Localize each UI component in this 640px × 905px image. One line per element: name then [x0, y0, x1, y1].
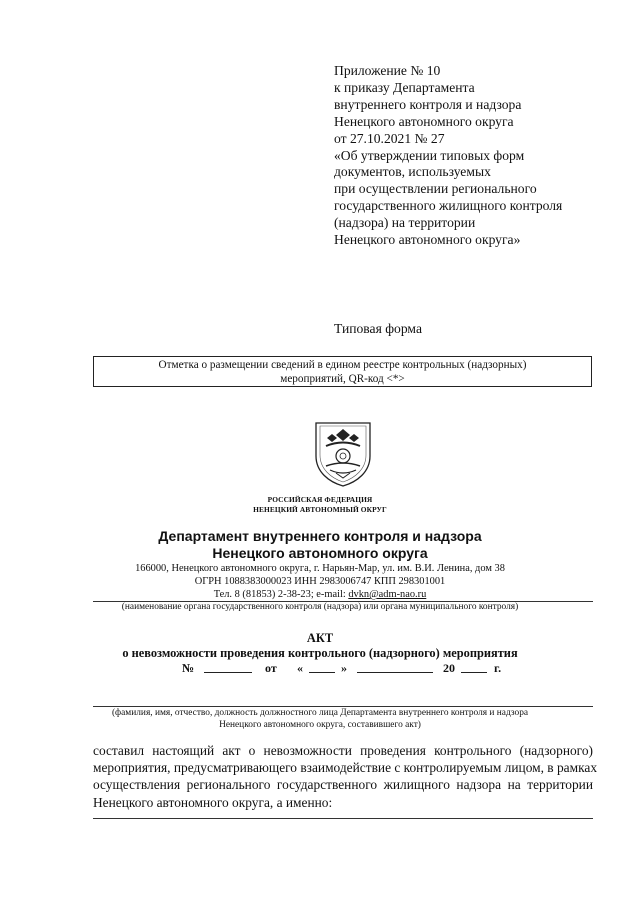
body-line: Ненецкого автономного округа, а именно: — [93, 794, 333, 810]
month-field[interactable] — [357, 661, 433, 673]
appendix-block — [334, 63, 604, 249]
appendix-line: (надзора) на территории — [334, 215, 476, 231]
official-name-field[interactable] — [93, 706, 593, 707]
date-from-label: от — [265, 661, 277, 675]
appendix-line: Ненецкого автономного округа — [334, 113, 514, 129]
registry-mark-line2: мероприятий, QR-код <*> — [280, 373, 405, 385]
coat-of-arms-emblem — [312, 420, 374, 488]
registration-codes: ОГРН 1088383000023 ИНН 2983006747 КПП 298301001 — [194, 576, 446, 587]
registry-mark-line1: Отметка о размещении сведений в едином реестре контрольных (надзорных) — [158, 359, 527, 371]
details-field-line[interactable] — [93, 818, 593, 819]
act-title: АКТ — [306, 631, 334, 645]
appendix-line: внутреннего контроля и надзора — [334, 96, 522, 112]
official-caption-line2: Ненецкого автономного округа, составившего акт) — [219, 720, 421, 730]
quote-open: « — [297, 661, 303, 675]
appendix-line: Ненецкого автономного округа» — [334, 232, 521, 248]
appendix-line: документов, используемых — [334, 164, 491, 180]
department-name-line2: Ненецкого автономного округа — [212, 545, 428, 561]
number-label: № — [182, 661, 195, 675]
appendix-line: к приказу Департамента — [334, 79, 475, 95]
official-caption-line1: (фамилия, имя, отчество, должность должностного лица Департамента внутреннего контроля и надзора — [111, 708, 529, 718]
body-line: мероприятия, предусматривающего взаимодействие с контролируемым лицом, в рамках — [93, 760, 598, 776]
phone-text: Тел. 8 (81853) 2-38-23; e-mail: — [213, 589, 349, 600]
form-type-label: Типовая форма — [334, 321, 422, 336]
address-line: 166000, Ненецкого автономного округа, г. Нарьян-Мар, ул. им. В.И. Ленина, дом 38 — [135, 563, 505, 574]
org-caption: (наименование органа государственного контроля (надзора) или органа муниципального контроля) — [121, 602, 519, 612]
federation-line1: РОССИЙСКАЯ ФЕДЕРАЦИЯ — [267, 495, 373, 504]
appendix-line: от 27.10.2021 № 27 — [334, 130, 445, 146]
email-link[interactable]: dvkn@adm-nao.ru — [348, 589, 427, 600]
body-line: составил настоящий акт о невозможности проведения контрольного (надзорного) — [93, 743, 593, 758]
act-subtitle: о невозможности проведения контрольного (надзорного) мероприятия — [122, 646, 518, 660]
appendix-line: Приложение № 10 — [334, 63, 441, 78]
federation-line2: НЕНЕЦКИЙ АВТОНОМНЫЙ ОКРУГ — [253, 505, 387, 514]
day-field[interactable] — [309, 661, 335, 673]
quote-close: » — [341, 661, 347, 675]
contacts-line — [0, 589, 640, 600]
appendix-line: при осуществлении регионального — [334, 181, 537, 197]
department-name-line1: Департамент внутреннего контроля и надзора — [158, 528, 482, 544]
year-field[interactable] — [461, 661, 487, 673]
appendix-line: «Об утверждении типовых форм — [334, 147, 525, 163]
appendix-line: государственного жилищного контроля — [334, 198, 563, 214]
registry-mark-box — [93, 356, 592, 387]
number-field[interactable] — [204, 661, 252, 673]
act-body-paragraph — [93, 742, 598, 811]
year-suffix: г. — [494, 661, 502, 675]
body-line: осуществления регионального государственного жилищного надзора на территории — [93, 777, 593, 793]
year-prefix: 20 — [443, 661, 455, 675]
